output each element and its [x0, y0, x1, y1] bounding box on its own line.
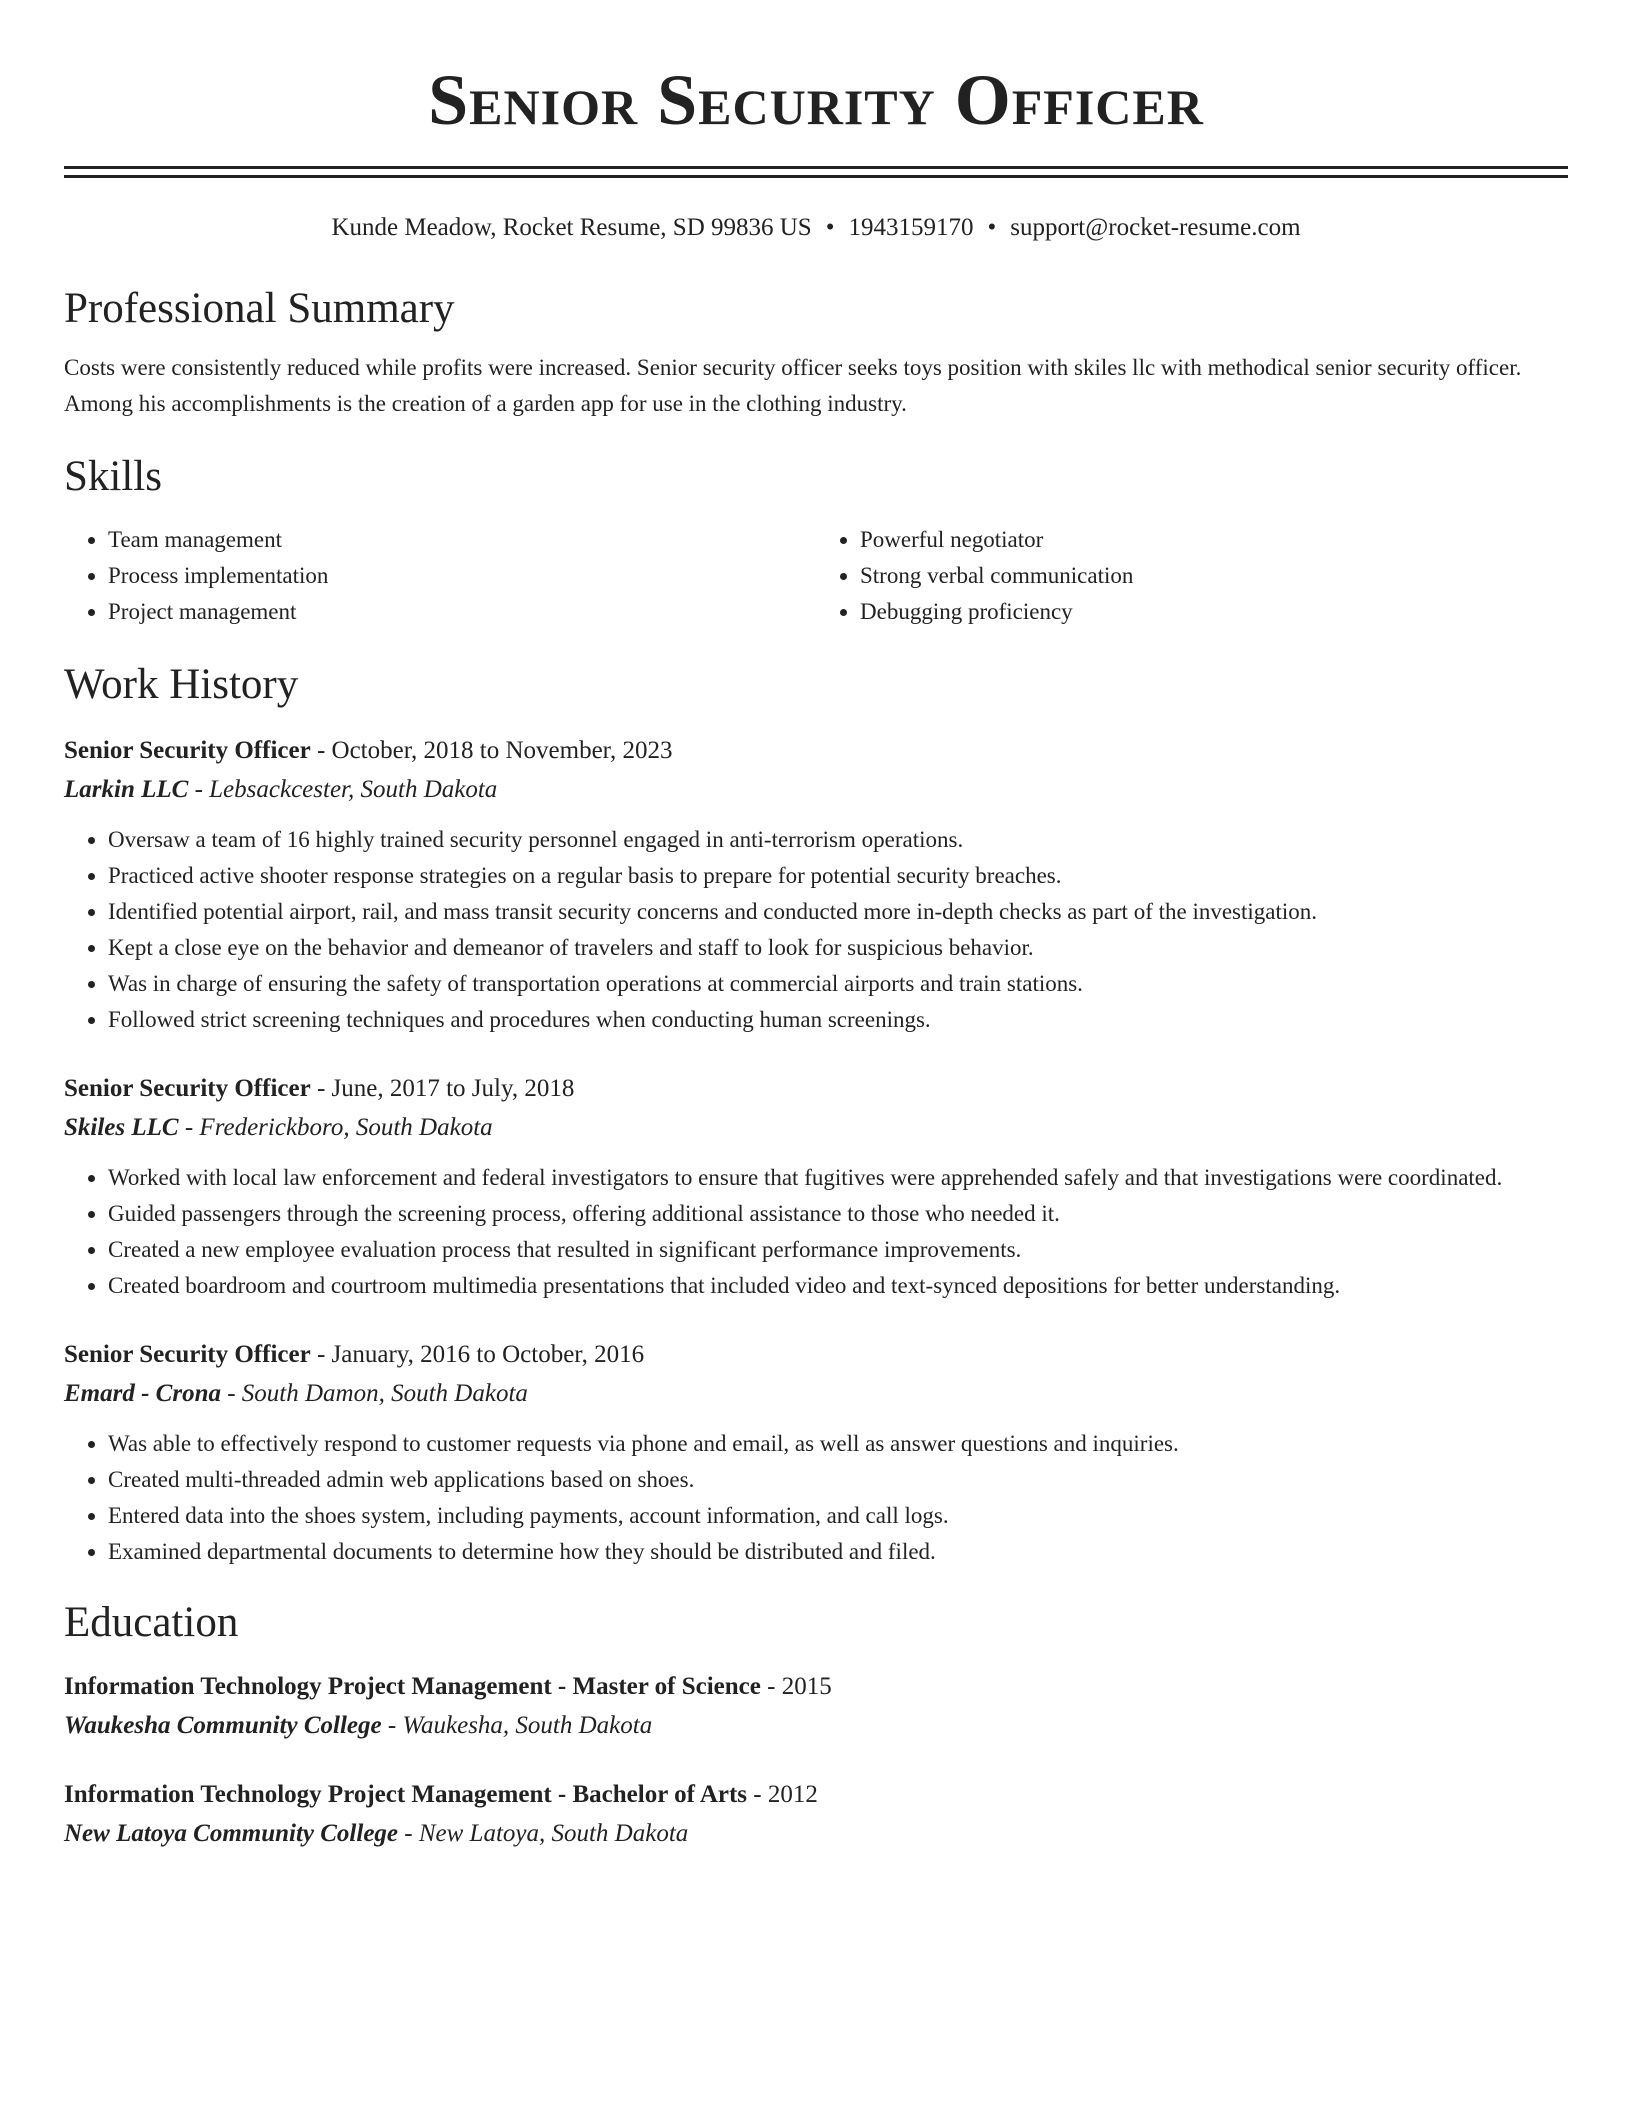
job-entry	[64, 1336, 1568, 1570]
job-duty: • Was in charge of ensuring the safety of transportation operations at commercial airports and train stations.	[108, 966, 1568, 1002]
job-company-line	[64, 1374, 1568, 1414]
education-heading: Education	[64, 1599, 239, 1646]
skill-item: • Process implementation	[108, 558, 816, 594]
education-school-line	[64, 1706, 1568, 1746]
job-entry	[64, 1070, 1568, 1304]
education-entry	[64, 1668, 1568, 1746]
job-duty: • Practiced active shooter response strategies on a regular basis to prepare for potential security breaches.	[108, 858, 1568, 894]
job-dates: - June, 2017 to July, 2018	[310, 1075, 575, 1102]
education-location: - Waukesha, South Dakota	[381, 1712, 653, 1739]
job-location: - South Damon, South Dakota	[220, 1380, 528, 1407]
skill-item: • Debugging proficiency	[860, 594, 1568, 630]
job-title: Senior Security Officer	[64, 1075, 311, 1102]
education-year: - 2015	[760, 1673, 832, 1700]
education-degree: Information Technology Project Management - Master of Science	[64, 1673, 761, 1700]
skills-heading: Skills	[64, 453, 162, 500]
contact-separator: •	[825, 214, 835, 241]
job-duty: • Created a new employee evaluation process that resulted in significant performance improvements.	[108, 1232, 1568, 1268]
job-duty: • Entered data into the shoes system, including payments, account information, and call logs.	[108, 1498, 1568, 1534]
job-location: - Lebsackcester, South Dakota	[188, 776, 498, 803]
job-location: - Frederickboro, South Dakota	[178, 1114, 493, 1141]
job-duty: • Oversaw a team of 16 highly trained security personnel engaged in anti-terrorism operations.	[108, 822, 1568, 858]
job-entry	[64, 732, 1568, 1038]
work-history-heading: Work History	[64, 661, 299, 708]
skill-item: • Powerful negotiator	[860, 522, 1568, 558]
job-duty: • Guided passengers through the screening process, offering additional assistance to those who needed it.	[108, 1196, 1568, 1232]
job-duty: • Created boardroom and courtroom multimedia presentations that included video and text-synced depositions for better understanding.	[108, 1268, 1568, 1304]
education-year: - 2012	[747, 1781, 818, 1808]
skill-item: • Strong verbal communication	[860, 558, 1568, 594]
job-company-line	[64, 1108, 1568, 1148]
job-duty: • Was able to effectively respond to customer requests via phone and email, as well as answer questions and inquiries.	[108, 1426, 1568, 1462]
title-divider-bottom	[64, 175, 1568, 178]
job-duties	[64, 1160, 1568, 1304]
education-school: New Latoya Community College	[64, 1820, 399, 1847]
job-duty: • Identified potential airport, rail, and mass transit security concerns and conducted more in-depth checks as part of the investigation.	[108, 894, 1568, 930]
summary-heading: Professional Summary	[64, 285, 455, 332]
job-header	[64, 1336, 1568, 1374]
title-divider-top	[64, 166, 1568, 169]
job-dates: - January, 2016 to October, 2016	[310, 1341, 645, 1368]
job-duty: • Examined departmental documents to determine how they should be distributed and filed.	[108, 1534, 1568, 1570]
job-company: Emard - Crona	[64, 1380, 221, 1407]
job-title: Senior Security Officer	[64, 1341, 311, 1368]
skills-column-right	[816, 522, 1568, 630]
job-duty: • Followed strict screening techniques and procedures when conducting human screenings.	[108, 1002, 1568, 1038]
education-location: - New Latoya, South Dakota	[398, 1820, 689, 1847]
job-duties	[64, 1426, 1568, 1570]
education-degree: Information Technology Project Management - Bachelor of Arts	[64, 1781, 748, 1808]
education-school-line	[64, 1814, 1568, 1854]
job-header	[64, 1070, 1568, 1108]
skills-column-left	[64, 522, 816, 630]
skills-list	[64, 522, 1568, 630]
job-company-line	[64, 770, 1568, 810]
contact-address: Kunde Meadow, Rocket Resume, SD 99836 US	[331, 214, 812, 241]
contact-line	[64, 212, 1568, 244]
job-dates: - October, 2018 to November, 2023	[310, 737, 673, 764]
job-duty: • Worked with local law enforcement and federal investigators to ensure that fugitives were apprehended safely and that investigations were coordinated.	[108, 1160, 1568, 1196]
resume-title: Senior Security Officer	[428, 60, 1204, 140]
education-school: Waukesha Community College	[64, 1712, 382, 1739]
summary-text: Costs were consistently reduced while profits were increased. Senior security officer seeks toys position with skiles llc with methodical senior security officer. Among his accomplishments is the creation of a garden app for use in the clothing industry.	[64, 355, 1522, 416]
education-degree-line	[64, 1776, 1568, 1814]
education-degree-line	[64, 1668, 1568, 1706]
education-entry	[64, 1776, 1568, 1854]
job-duties	[64, 822, 1568, 1038]
job-duty: • Kept a close eye on the behavior and demeanor of travelers and staff to look for suspicious behavior.	[108, 930, 1568, 966]
job-company: Larkin LLC	[64, 776, 189, 803]
skill-item: • Team management	[108, 522, 816, 558]
job-duty: • Created multi-threaded admin web applications based on shoes.	[108, 1462, 1568, 1498]
job-company: Skiles LLC	[64, 1114, 179, 1141]
contact-email: support@rocket-resume.com	[1010, 214, 1301, 241]
skill-item: • Project management	[108, 594, 816, 630]
job-title: Senior Security Officer	[64, 737, 311, 764]
contact-separator: •	[987, 214, 997, 241]
job-header	[64, 732, 1568, 770]
contact-phone: 1943159170	[848, 214, 974, 241]
